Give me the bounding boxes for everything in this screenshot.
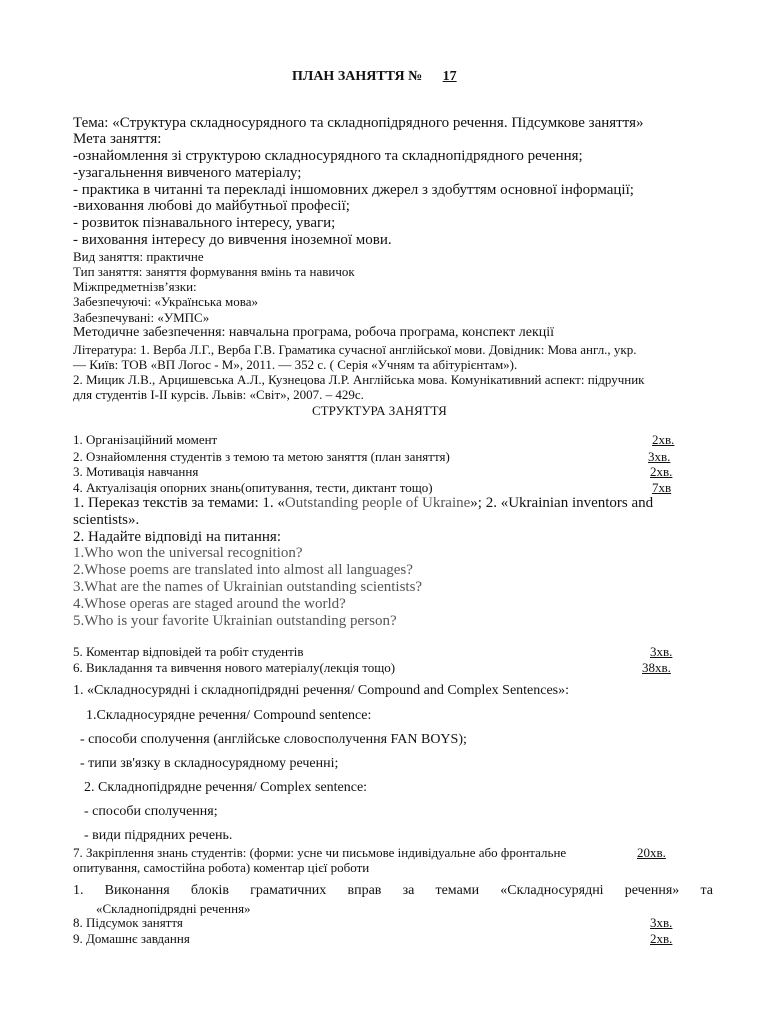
- providing-subject: Забезпечуючі: «Українська мова»: [73, 294, 258, 309]
- exercise-word: за: [402, 883, 415, 898]
- step-time: 2хв.: [650, 464, 673, 479]
- lecture-point: - способи сполучення (англійське словосполучення FAN BOYS);: [80, 732, 467, 747]
- retell-topic-2: »; 2. «Ukrainian inventors and: [470, 495, 654, 511]
- step-time: 3хв.: [650, 644, 673, 659]
- step-time: 3хв.: [650, 915, 673, 930]
- lecture-point: - види підрядних речень.: [84, 828, 233, 843]
- goal-heading: Мета заняття:: [73, 131, 162, 147]
- step-label: 2. Ознайомлення студентів з темою та метою заняття (план заняття): [73, 449, 450, 464]
- topic-line: Тема: «Структура складносурядного та складнопідрядного речення. Підсумкове заняття»: [73, 115, 644, 131]
- goal-item: - розвиток пізнавального інтересу, уваги;: [73, 215, 336, 231]
- step-label: 9. Домашнє завдання: [73, 931, 190, 946]
- exercise-word: вправ: [347, 883, 382, 898]
- questions-heading: 2. Надайте відповіді на питання:: [73, 529, 281, 545]
- step-time: 38хв.: [642, 660, 671, 675]
- step-time: 2хв.: [650, 931, 673, 946]
- retell-task: [73, 496, 653, 511]
- interdisciplinary-links: Міжпредметнізв’язки:: [73, 279, 197, 294]
- exercise-word: 1.: [73, 883, 84, 898]
- lesson-number: 17: [442, 69, 457, 84]
- step-label: 5. Коментар відповідей та робіт студентів: [73, 644, 304, 659]
- question-item: 2.Whose poems are translated into almost all languages?: [73, 562, 413, 578]
- lecture-topic: 1. «Складносурядні і складнопідрядні речення/ Compound and Complex Sentences»:: [73, 683, 570, 698]
- goal-item: -узагальнення вивченого матеріалу;: [73, 165, 302, 181]
- lesson-kind: Вид заняття: практичне: [73, 249, 204, 264]
- retell-prefix: 1. Переказ текстів за темами: 1. «: [73, 495, 285, 511]
- step-time: 3хв.: [648, 449, 671, 464]
- goal-item: -ознайомлення зі структурою складносурядного та складнопідрядного речення;: [73, 148, 583, 164]
- step-time: 7хв: [652, 480, 672, 495]
- step-time: 2хв.: [652, 432, 675, 447]
- page-title: [292, 70, 474, 84]
- question-item: 1.Who won the universal recognition?: [73, 545, 303, 561]
- step-label: 4. Актуалізація опорних знань(опитування, тести, диктант тощо): [73, 480, 433, 495]
- lecture-point: - типи зв'язку в складносурядному реченні;: [80, 756, 339, 771]
- step-label: 6. Викладання та вивчення нового матеріалу(лекція тощо): [73, 660, 396, 675]
- step-label: 8. Підсумок заняття: [73, 915, 183, 930]
- exercise-word: темами: [435, 883, 480, 898]
- step-time: 20хв.: [637, 845, 666, 860]
- question-item: 3.What are the names of Ukrainian outstanding scientists?: [73, 579, 423, 595]
- question-item: 5.Who is your favorite Ukrainian outstanding person?: [73, 613, 397, 629]
- step-label: 1. Організаційний момент: [73, 432, 218, 447]
- goal-item: -виховання любові до майбутньої професії;: [73, 198, 350, 214]
- step-label: 7. Закріплення знань студентів: (форми: усне чи письмове індивідуальне або фронтальне: [73, 845, 567, 860]
- literature-line: Література: 1. Верба Л.Г., Верба Г.В. Граматика сучасної англійської мови. Довідник: Мова англ., укр.: [73, 342, 637, 357]
- literature-line: для студентів І-ІІ курсів. Львів: «Світ», 2007. – 429с.: [73, 387, 364, 402]
- lecture-point: - способи сполучення;: [84, 804, 218, 819]
- exercise-word: блоків: [190, 883, 229, 898]
- lecture-subtopic: 2. Складнопідрядне речення/ Complex sentence:: [84, 780, 368, 795]
- title-prefix: ПЛАН ЗАНЯТТЯ №: [292, 69, 423, 84]
- methodical-support: Методичне забезпечення: навчальна програма, робоча програма, конспект лекції: [73, 325, 555, 340]
- question-item: 4.Whose operas are staged around the world?: [73, 596, 346, 612]
- goal-item: - виховання інтересу до вивчення іноземної мови.: [73, 232, 392, 248]
- provided-subject: Забезпечувані: «УМПС»: [73, 310, 210, 325]
- step-label-cont: опитування, самостійна робота) коментар цієї роботи: [73, 860, 370, 875]
- literature-line: — Київ: ТОВ «ВП Логос - М», 2011. — 352 с. ( Серія «Учням та абітурієнтам»).: [73, 357, 518, 372]
- goal-item: - практика в читанні та перекладі іншомовних джерел з здобуттям основної інформації;: [73, 182, 634, 198]
- exercise-word: та: [700, 883, 713, 898]
- exercise-word: речення»: [624, 883, 680, 898]
- exercise-word: граматичних: [250, 883, 327, 898]
- structure-title: СТРУКТУРА ЗАНЯТТЯ: [312, 403, 447, 418]
- lecture-subtopic: 1.Складносурядне речення/ Compound sentence:: [86, 708, 372, 723]
- exercise-word: «Складносурядні: [500, 883, 604, 898]
- exercise-word: Виконання: [104, 883, 170, 898]
- exercise-task-cont: «Складнопідрядні речення»: [96, 901, 251, 916]
- step-label: 3. Мотивація навчання: [73, 464, 199, 479]
- retell-task-cont: scientists».: [73, 512, 140, 528]
- exercise-task: [73, 884, 713, 898]
- lesson-type: Тип заняття: заняття формування вмінь та навичок: [73, 264, 355, 279]
- retell-topic-1: Outstanding people of Ukraine: [284, 495, 471, 511]
- literature-line: 2. Мицик Л.В., Арцишевська А.Л., Кузнецова Л.Р. Англійська мова. Комунікативний аспект: підручник: [73, 372, 645, 387]
